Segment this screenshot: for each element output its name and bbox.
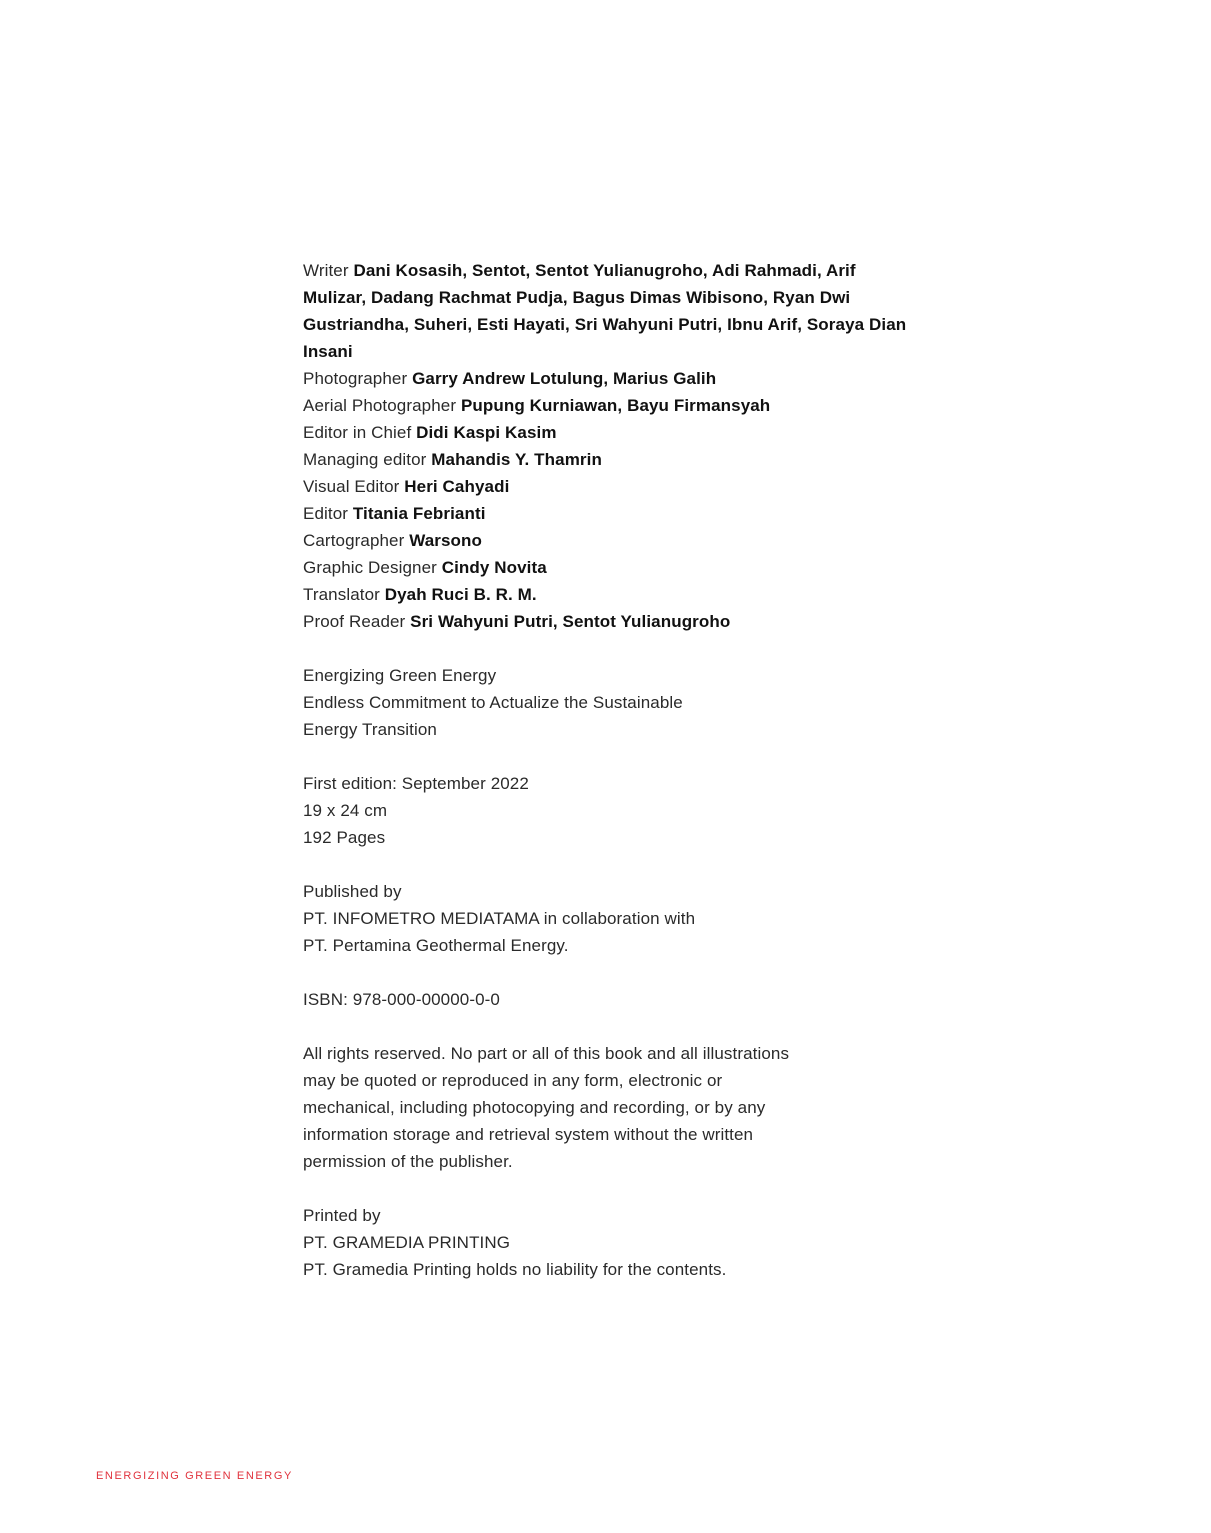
- printed-by-label: Printed by: [303, 1206, 381, 1225]
- credit-managing-editor: [303, 446, 923, 473]
- published-by-label: Published by: [303, 882, 402, 901]
- publisher-block: [303, 878, 923, 959]
- credit-role: Graphic Designer: [303, 558, 437, 577]
- credit-role: Editor in Chief: [303, 423, 412, 442]
- credit-role: Photographer: [303, 369, 408, 388]
- rights-line: All rights reserved. No part or all of this book and all illustrations: [303, 1044, 790, 1063]
- book-subtitle-line-1: Endless Commitment to Actualize the Sustainable: [303, 693, 683, 712]
- credit-proof-reader: [303, 608, 923, 635]
- rights-block: [303, 1040, 923, 1175]
- credit-names: Heri Cahyadi: [404, 477, 510, 496]
- credit-translator: [303, 581, 923, 608]
- printer-disclaimer: PT. Gramedia Printing holds no liability for the contents.: [303, 1260, 727, 1279]
- credit-role: Writer: [303, 261, 349, 280]
- credit-photographer: [303, 365, 923, 392]
- rights-line: permission of the publisher.: [303, 1152, 513, 1171]
- credit-names: Warsono: [409, 531, 482, 550]
- credit-role: Visual Editor: [303, 477, 400, 496]
- credit-names: Dani Kosasih, Sentot, Sentot Yulianugroho, Adi Rahmadi, Arif Mulizar, Dadang Rachmat Pudja, Bagus Dimas Wibisono, Ryan Dwi Gustriandha, Suheri, Esti Hayati, Sri Wahyuni Putri, Ibnu Arif, Soraya Dian Insani: [303, 261, 907, 361]
- rights-line: information storage and retrieval system without the written: [303, 1125, 754, 1144]
- page-count-text: 192 Pages: [303, 828, 386, 847]
- credits-list: [303, 257, 923, 635]
- credit-names: Mahandis Y. Thamrin: [431, 450, 602, 469]
- printer-block: [303, 1202, 923, 1283]
- credit-names: Didi Kaspi Kasim: [416, 423, 557, 442]
- credit-role: Managing editor: [303, 450, 427, 469]
- rights-line: mechanical, including photocopying and recording, or by any: [303, 1098, 766, 1117]
- credit-writer: [303, 257, 923, 365]
- credit-editor-in-chief: [303, 419, 923, 446]
- credit-cartographer: [303, 527, 923, 554]
- credit-graphic-designer: [303, 554, 923, 581]
- credit-role: Translator: [303, 585, 380, 604]
- printer-name: PT. GRAMEDIA PRINTING: [303, 1233, 511, 1252]
- isbn-block: [303, 986, 923, 1013]
- credit-role: Proof Reader: [303, 612, 406, 631]
- credit-role: Editor: [303, 504, 349, 523]
- edition-text: First edition: September 2022: [303, 774, 529, 793]
- credit-names: Pupung Kurniawan, Bayu Firmansyah: [460, 396, 771, 415]
- credit-names: Titania Febrianti: [352, 504, 486, 523]
- running-footer: ENERGIZING GREEN ENERGY: [96, 1470, 293, 1482]
- credit-role: Aerial Photographer: [303, 396, 457, 415]
- credit-names: Sri Wahyuni Putri, Sentot Yulianugroho: [410, 612, 731, 631]
- isbn-text: ISBN: 978-000-00000-0-0: [303, 990, 500, 1009]
- credit-aerial-photographer: [303, 392, 923, 419]
- book-title: Energizing Green Energy: [303, 666, 497, 685]
- colophon-content: [303, 257, 923, 1283]
- publisher-partner: PT. Pertamina Geothermal Energy.: [303, 936, 569, 955]
- rights-line: may be quoted or reproduced in any form, electronic or: [303, 1071, 723, 1090]
- book-title-block: [303, 662, 923, 743]
- credit-names: Garry Andrew Lotulung, Marius Galih: [412, 369, 717, 388]
- credit-role: Cartographer: [303, 531, 405, 550]
- credit-names: Dyah Ruci B. R. M.: [384, 585, 537, 604]
- publisher-name: PT. INFOMETRO MEDIATAMA in collaboration with: [303, 909, 696, 928]
- book-size-text: 19 x 24 cm: [303, 801, 388, 820]
- credit-visual-editor: [303, 473, 923, 500]
- edition-block: [303, 770, 923, 851]
- book-subtitle-line-2: Energy Transition: [303, 720, 437, 739]
- credit-editor: [303, 500, 923, 527]
- credit-names: Cindy Novita: [441, 558, 547, 577]
